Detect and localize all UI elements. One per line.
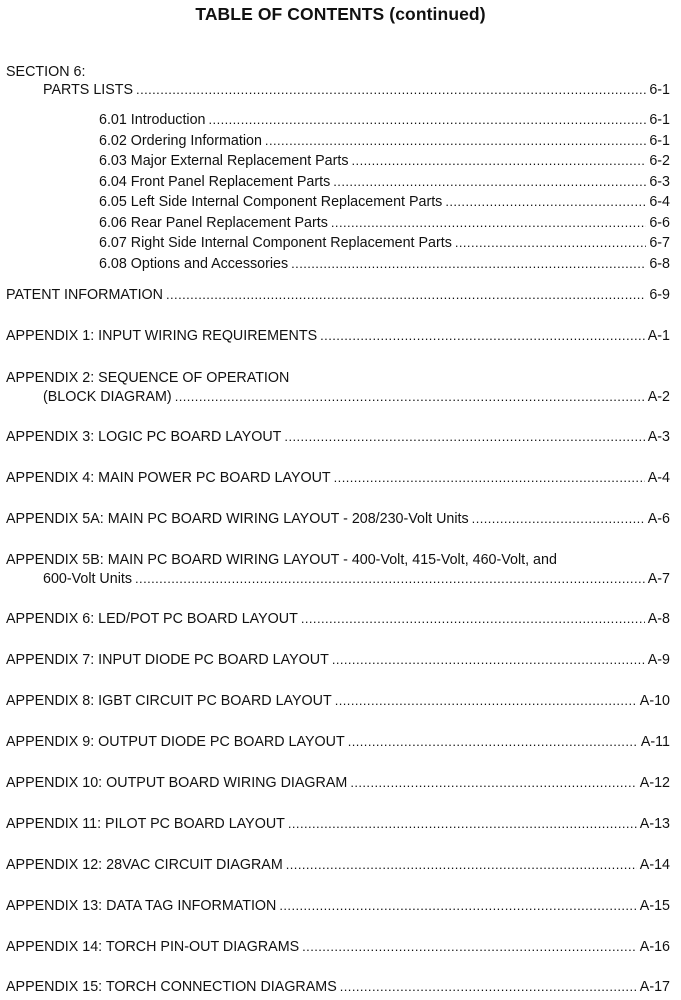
toc-page-number: 6-1 [649, 82, 670, 98]
toc-entry-label-line1: APPENDIX 5B: MAIN PC BOARD WIRING LAYOUT - 400-Volt, 415-Volt, 460-Volt, and [6, 552, 557, 568]
toc-entry[interactable] [6, 653, 670, 670]
dot-leader [331, 216, 646, 230]
toc-page-number: A-9 [647, 652, 670, 668]
toc-entry[interactable] [6, 512, 670, 529]
dot-leader [332, 653, 645, 667]
toc-entry[interactable] [6, 329, 670, 346]
toc-page-number: 6-6 [649, 215, 670, 231]
toc-page-number: A-13 [639, 816, 670, 832]
dot-leader [288, 817, 637, 831]
toc-entry-label: 6.08 Options and Accessories [99, 256, 289, 272]
dot-leader [209, 113, 647, 127]
toc-entry[interactable] [6, 390, 670, 407]
toc-page-number: 6-1 [649, 112, 670, 128]
toc-page-number: 6-8 [649, 256, 670, 272]
toc-entry-label: (BLOCK DIAGRAM) [43, 389, 172, 405]
toc-page-number: 6-2 [649, 153, 670, 169]
dot-leader [175, 390, 645, 404]
dot-leader [334, 471, 645, 485]
toc-entry[interactable] [6, 735, 670, 752]
dot-leader [301, 612, 645, 626]
dot-leader [352, 154, 647, 168]
toc-page-number: A-14 [639, 857, 670, 873]
dot-leader [455, 236, 646, 250]
section-heading: SECTION 6: [6, 64, 86, 80]
toc-page-number: A-15 [639, 898, 670, 914]
toc-entry-label: APPENDIX 15: TORCH CONNECTION DIAGRAMS [6, 979, 337, 995]
toc-entry-label: 6.04 Front Panel Replacement Parts [99, 174, 331, 190]
page-title: TABLE OF CONTENTS (continued) [195, 4, 486, 24]
toc-entry[interactable] [6, 817, 670, 834]
dot-leader [279, 899, 636, 913]
toc-page-number: A-7 [647, 571, 670, 587]
dot-leader [166, 288, 646, 302]
dot-leader [265, 134, 646, 148]
toc-page-number: 6-3 [649, 174, 670, 190]
toc-page-number: 6-7 [649, 235, 670, 251]
toc-entry-label: APPENDIX 1: INPUT WIRING REQUIREMENTS [6, 328, 318, 344]
toc-page-number: A-2 [647, 389, 670, 405]
toc-page-number: A-12 [639, 775, 670, 791]
dot-leader [320, 329, 645, 343]
toc-entry-label: APPENDIX 5A: MAIN PC BOARD WIRING LAYOUT - 208/230-Volt Units [6, 511, 469, 527]
toc-entry[interactable] [6, 288, 670, 305]
toc-entry[interactable] [6, 899, 670, 916]
toc-page-number: 6-4 [649, 194, 670, 210]
toc-entry-label: 6.06 Rear Panel Replacement Parts [99, 215, 328, 231]
toc-entry[interactable] [6, 612, 670, 629]
toc-subentry[interactable] [6, 216, 670, 233]
dot-leader [284, 430, 644, 444]
toc-page-number: 6-1 [649, 133, 670, 149]
toc-page-number: A-17 [639, 979, 670, 995]
toc-subentry[interactable] [6, 113, 670, 130]
toc-entry-label: 6.02 Ordering Information [99, 133, 262, 149]
toc-page-number: 6-9 [649, 287, 670, 303]
toc-page-number: A-8 [647, 611, 670, 627]
toc-entry[interactable] [6, 858, 670, 875]
toc-page-number: A-16 [639, 939, 670, 955]
toc-page-number: A-11 [640, 734, 670, 750]
toc-entry-label: APPENDIX 7: INPUT DIODE PC BOARD LAYOUT [6, 652, 329, 668]
toc-entry-label: 6.05 Left Side Internal Component Replacement Parts [99, 194, 443, 210]
toc-entry-parts-lists[interactable] [6, 83, 670, 100]
toc-entry-label: APPENDIX 10: OUTPUT BOARD WIRING DIAGRAM [6, 775, 348, 791]
dot-leader [335, 694, 637, 708]
toc-subentry[interactable] [6, 195, 670, 212]
toc-entry[interactable] [6, 471, 670, 488]
toc-entry-label: APPENDIX 12: 28VAC CIRCUIT DIAGRAM [6, 857, 283, 873]
toc-entry-label: APPENDIX 4: MAIN POWER PC BOARD LAYOUT [6, 470, 331, 486]
toc-page-number: A-4 [647, 470, 670, 486]
dot-leader [291, 257, 646, 271]
dot-leader [333, 175, 646, 189]
toc-entry-label: 6.01 Introduction [99, 112, 206, 128]
toc-entry-label: APPENDIX 9: OUTPUT DIODE PC BOARD LAYOUT [6, 734, 345, 750]
dot-leader [472, 512, 645, 526]
toc-entry-label: APPENDIX 3: LOGIC PC BOARD LAYOUT [6, 429, 282, 445]
toc-entry[interactable] [6, 430, 670, 447]
toc-page-number: A-10 [639, 693, 670, 709]
toc-entry-label: PATENT INFORMATION [6, 287, 163, 303]
toc-subentry[interactable] [6, 154, 670, 171]
dot-leader [286, 858, 637, 872]
toc-entry-label-line1: APPENDIX 2: SEQUENCE OF OPERATION [6, 370, 290, 386]
toc-entry-label: APPENDIX 13: DATA TAG INFORMATION [6, 898, 277, 914]
toc-entry-label: APPENDIX 11: PILOT PC BOARD LAYOUT [6, 816, 285, 832]
toc-entry-label: 6.03 Major External Replacement Parts [99, 153, 349, 169]
toc-entry[interactable] [6, 776, 670, 793]
toc-entry-label: APPENDIX 6: LED/POT PC BOARD LAYOUT [6, 611, 298, 627]
toc-entry[interactable] [6, 694, 670, 711]
toc-entry-label: PARTS LISTS [43, 82, 134, 98]
toc-page-number: A-6 [647, 511, 670, 527]
toc-entry[interactable] [6, 572, 670, 589]
dot-leader [302, 940, 637, 954]
toc-page-number: A-3 [647, 429, 670, 445]
toc-entry-label: APPENDIX 8: IGBT CIRCUIT PC BOARD LAYOUT [6, 693, 332, 709]
dot-leader [445, 195, 646, 209]
toc-subentry[interactable] [6, 236, 670, 253]
toc-subentry[interactable] [6, 175, 670, 192]
toc-entry-label: APPENDIX 14: TORCH PIN-OUT DIAGRAMS [6, 939, 300, 955]
toc-entry-label: 600-Volt Units [43, 571, 133, 587]
dot-leader [350, 776, 636, 790]
toc-entry-label: 6.07 Right Side Internal Component Replacement Parts [99, 235, 452, 251]
dot-leader [136, 83, 646, 97]
toc-entry[interactable] [6, 940, 670, 957]
dot-leader [340, 980, 637, 994]
toc-page-number: A-1 [647, 328, 670, 344]
toc-entry[interactable] [6, 980, 670, 997]
dot-leader [348, 735, 638, 749]
toc-subentry[interactable] [6, 134, 670, 151]
dot-leader [135, 572, 645, 586]
toc-subentry[interactable] [6, 257, 670, 274]
